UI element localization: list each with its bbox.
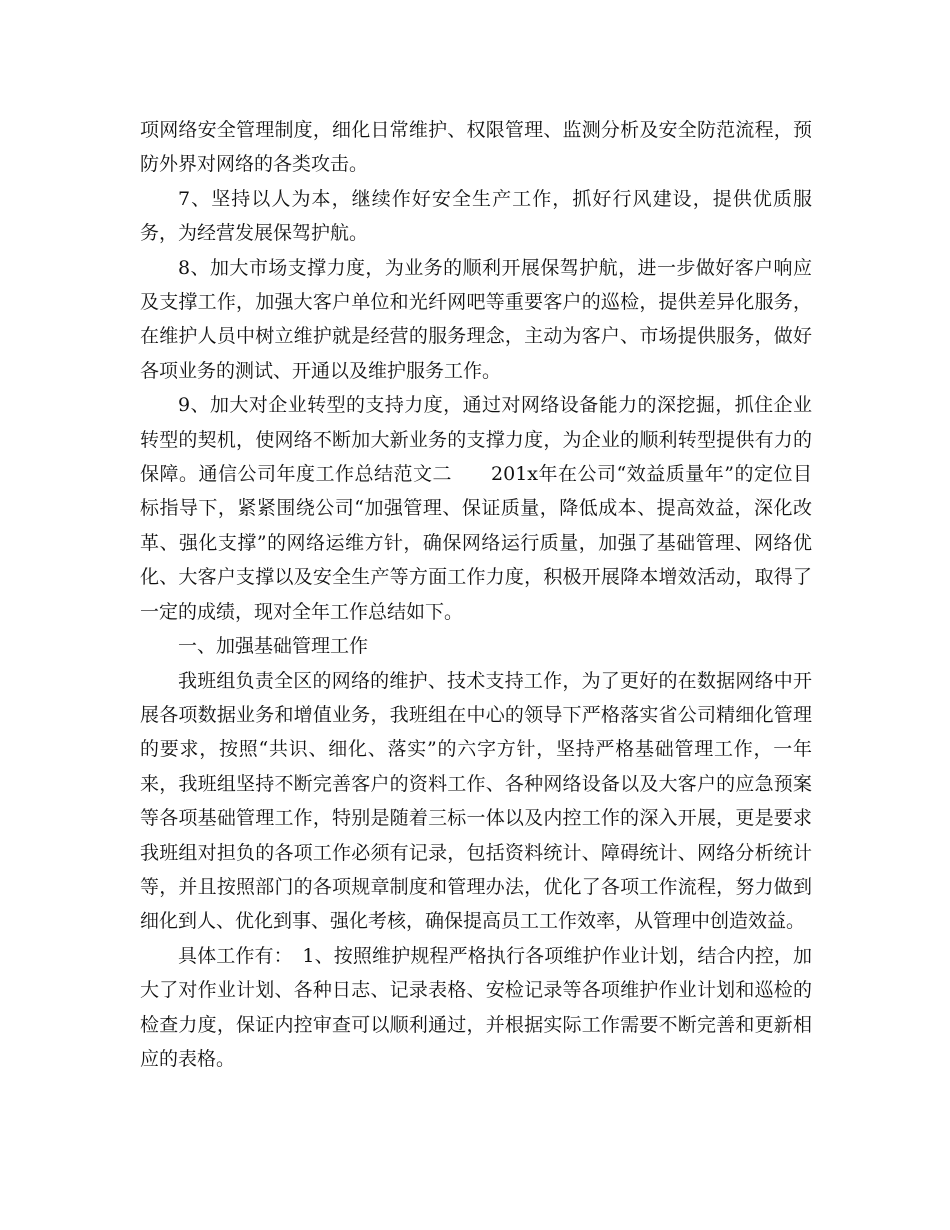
- paragraph-item-7: 7、坚持以人为本，继续作好安全生产工作，抓好行风建设，提供优质服务，为经营发展保驾护航。: [140, 187, 812, 245]
- paragraph-item-9: 9、加大对企业转型的支持力度，通过对网络设备能力的深挖掘，抓住企业转型的契机，使网络不断加大新业务的支撑力度，为企业的顺利转型提供有力的保障。通信公司年度工作总结范文二 201x年在公司“效益质量年”的定位目标指导下，紧紧围绕公司“加强管理、保证质量，降低成本、提高效益，深化改革、强化支撑”的网络运维方针，确保网络运行质量，加强了基础管理、网络优化、大客户支撑以及安全生产等方面工作力度，积极开展降本增效活动，取得了一定的成绩，现对全年工作总结如下。: [140, 394, 812, 623]
- document-body: [140, 113, 812, 1076]
- paragraph-basic-management: 我班组负责全区的网络的维护、技术支持工作，为了更好的在数据网络中开展各项数据业务和增值业务，我班组在中心的领导下严格落实省公司精细化管理的要求，按照“共识、细化、落实”的六字方针，坚持严格基础管理工作，一年来，我班组坚持不断完善客户的资料工作、各种网络设备以及大客户的应急预案等各项基础管理工作，特别是随着三标一体以及内控工作的深入开展，更是要求我班组对担负的各项工作必须有记录，包括资料统计、障碍统计、网络分析统计等，并且按照部门的各项规章制度和管理办法，优化了各项工作流程，努力做到细化到人、优化到事、强化考核，确保提高员工工作效率，从管理中创造效益。: [140, 669, 812, 933]
- paragraph-item-8: 8、加大市场支撑力度，为业务的顺利开展保驾护航，进一步做好客户响应及支撑工作，加强大客户单位和光纤网吧等重要客户的巡检，提供差异化服务，在维护人员中树立维护就是经营的服务理念，主动为客户、市场提供服务，做好各项业务的测试、开通以及维护服务工作。: [140, 256, 812, 382]
- paragraph-specific-work: 具体工作有： 1、按照维护规程严格执行各项维护作业计划，结合内控，加大了对作业计划、各种日志、记录表格、安检记录等各项维护作业计划和巡检的检查力度，保证内控审查可以顺利通过，并根据实际工作需要不断完善和更新相应的表格。: [140, 944, 812, 1070]
- paragraph-continuation: 项网络安全管理制度，细化日常维护、权限管理、监测分析及安全防范流程，预防外界对网络的各类攻击。: [140, 119, 812, 176]
- section-heading: 一、加强基础管理工作: [178, 635, 369, 658]
